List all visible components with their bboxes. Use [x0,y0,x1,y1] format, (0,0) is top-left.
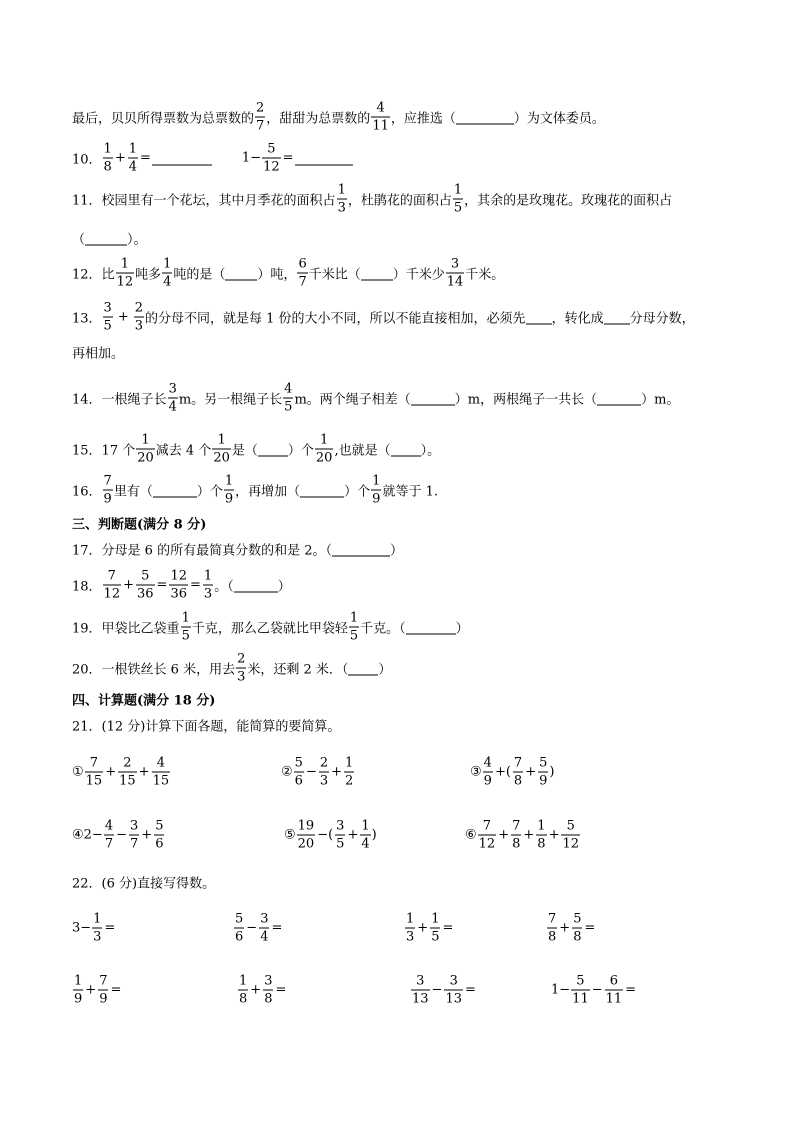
q21-e5-op1: −( [317,827,334,843]
q22-text: (6 分)直接写得数。 [101,876,216,892]
q12-text-e: 千米比（ [308,267,361,283]
q21-expression-6 [465,820,581,851]
q14-number: 14． [72,392,102,408]
q15-text-d: ）个 [287,443,314,459]
q22-calc-5 [72,975,122,1006]
q22-c6-op: + [250,982,262,998]
q18-fraction-1: $\frac{7}{12}$ [103,568,121,602]
q21-e3-op2: + [525,764,537,780]
q19-answer-blank[interactable] [406,620,456,634]
q22-c7-fraction-2: $\frac{3}{13}$ [445,973,462,1007]
q13-text-a: 的分母不同，就是每 1 份的大小不同，所以不能直接相加，必须先 [145,311,526,327]
q14-fraction-1: $\frac{3}{4}$ [168,381,177,415]
q22-c1-fraction-1: $\frac{1}{3}$ [93,911,102,945]
q14-text-d: ）m，两根绳子一共长（ [454,392,598,408]
q10-fraction-1: $\frac{1}{8}$ [103,141,112,175]
q13-answer-blank-1[interactable] [526,310,552,324]
q9-text-a: 最后，贝贝所得票数为总票数的 [72,111,255,127]
q22-c5-fraction-2: $\frac{7}{9}$ [99,973,108,1007]
q10-plus: + [114,150,126,166]
q21-e6-mark: ⑥ [465,827,477,843]
q14-text-a: 一根绳子长 [101,392,167,408]
q21-e5-mark: ⑤ [284,827,296,843]
q21-e4-op2: + [141,827,153,843]
q22-c6-equals: = [275,982,287,998]
q10-answer-blank-2[interactable] [295,151,353,165]
q21-e6-fraction-4: $\frac{5}{12}$ [562,818,580,852]
q22-calc-6 [237,975,287,1006]
q17-text-a: 分母是 6 的所有最简真分数的和是 2。（ [101,543,332,559]
q21-e2-fraction-2: $\frac{2}{3}$ [319,755,329,789]
q13-text-c: 分母分数， [629,311,695,327]
q22-c7-op: − [431,982,443,998]
q22-c7-fraction-1: $\frac{3}{13}$ [412,973,429,1007]
q11-fraction-1: $\frac{1}{3}$ [337,182,346,216]
q20-text-a: 一根铁丝长 6 米，用去 [101,662,236,678]
q22-c5-op: + [85,982,97,998]
q18-plus: + [123,577,134,593]
q21-e1-op2: + [138,764,150,780]
q21-e6-fraction-2: $\frac{7}{8}$ [512,818,521,852]
q17-answer-blank[interactable] [332,542,390,556]
q22-c4-fraction-2: $\frac{5}{8}$ [573,911,582,945]
q21-e6-fraction-1: $\frac{7}{12}$ [478,818,496,852]
q10-equals: = [140,150,151,166]
q14-text-c: m。两个绳子相差（ [294,392,411,408]
q12-text-c: 吨的是（ [173,267,226,283]
q21-e6-fraction-3: $\frac{1}{8}$ [537,818,546,852]
q22-c8-fraction-2: $\frac{6}{11}$ [605,973,623,1007]
q16-fraction-1: $\frac{7}{9}$ [103,473,112,507]
q19-fraction-1: $\frac{1}{5}$ [181,610,190,644]
q21-e3-op1: +( [494,764,511,780]
q21-e6-op1: + [498,827,510,843]
q9-text-b: ，甜甜为总票数的 [266,111,371,127]
q22-calc-7 [410,975,477,1006]
q21-e2-op1: − [305,764,317,780]
q11-open: （ [72,232,86,248]
q13-text-b: ，转化成 [551,311,604,327]
q16-text-d: ）个 [344,484,371,500]
q10-fraction-2: $\frac{1}{4}$ [128,141,138,175]
q14-fraction-2: $\frac{4}{5}$ [284,381,293,415]
q18-fraction-3: $\frac{12}{36}$ [170,568,187,602]
section-4-heading: 四、计算题(满分 18 分) [72,693,216,709]
q21-e1-fraction-1: $\frac{7}{15}$ [85,755,103,789]
q13-fraction-2: $\frac{2}{3}$ [134,300,144,334]
q22-c3-op: + [417,920,429,936]
q16-answer-blank-2[interactable] [300,483,344,497]
q12-fraction-3: $\frac{6}{7}$ [298,256,307,290]
q12-fraction-4: $\frac{3}{14}$ [446,256,464,290]
q19-text-a: 甲袋比乙袋重 [101,621,180,637]
q22-c8-fraction-1: $\frac{5}{11}$ [572,973,589,1007]
q22-c8-equals: = [625,982,637,998]
q12-text-d: ）吨， [257,267,297,283]
q16-number: 16． [72,484,102,500]
q10-expr2-prefix: 1− [241,150,262,166]
q16-text-a: 里有（ [113,484,153,500]
q21-e2-fraction-1: $\frac{5}{6}$ [294,755,303,789]
q15-text-c: 是（ [231,443,258,459]
q21-e3-mark: ③ [470,764,482,780]
q22-c2-fraction-1: $\frac{5}{6}$ [235,911,244,945]
q14-text-e: ）m。 [641,392,680,408]
q22-calc-8 [551,975,637,1006]
q20-text-c: ） [378,662,392,678]
q10-equals-2: = [282,150,294,166]
q9-text-c: ，应推选（ [390,111,456,127]
q21-e1-op1: + [105,764,117,780]
q15-text-g: ）。 [420,443,441,459]
q21-expression-5 [284,820,377,851]
q22-c5-fraction-1: $\frac{1}{9}$ [74,973,83,1007]
q19-text-d: ） [455,621,469,637]
q20-text-b: 米，还剩 2 米．（ [247,662,349,678]
q21-e3-fraction-3: $\frac{5}{9}$ [539,755,548,789]
q14-text-b: m。另一根绳子长 [178,392,283,408]
q15-fraction-2: $\frac{1}{20}$ [213,432,230,466]
q21-e3-fraction-1: $\frac{4}{9}$ [483,755,492,789]
q12-text-g: 千米。 [465,267,505,283]
q21-e5-close: ) [371,827,377,843]
q21-e2-fraction-3: $\frac{1}{2}$ [345,755,354,789]
q21-e6-op3: + [548,827,560,843]
q22-c2-op: − [246,920,258,936]
q21-e4-fraction-1: $\frac{4}{7}$ [104,818,114,852]
q22-calc-3 [404,913,454,944]
q11-close: ）。 [127,232,147,248]
q17-text-b: ） [390,543,404,559]
q22-c3-equals: = [442,920,454,936]
q20-answer-blank[interactable] [348,661,378,675]
q18-text-a: 。（ [214,579,234,595]
q22-c2-equals: = [271,920,283,936]
q21-e6-op2: + [523,827,535,843]
q22-c2-fraction-2: $\frac{3}{4}$ [260,911,269,945]
q20-fraction-1: $\frac{2}{3}$ [237,651,246,685]
q11-text-b: ，杜鹃花的面积占 [347,193,452,209]
q12-text-b: 吨多 [135,267,162,283]
q9-fraction-2: $\frac{4}{11}$ [372,100,389,134]
q12-fraction-1: $\frac{1}{12}$ [116,256,134,290]
q21-e3-close: ) [549,764,555,780]
q22-c7-equals: = [465,982,476,998]
q12-answer-blank-1[interactable] [225,266,257,280]
q21-expression-2 [281,757,355,788]
q22-c6-fraction-1: $\frac{1}{8}$ [239,973,248,1007]
q18-fraction-4: $\frac{1}{3}$ [203,568,213,602]
q22-c8-prefix: 1− [551,982,571,998]
q9-fraction-1: $\frac{2}{7}$ [256,100,265,134]
q17-number: 17． [72,543,102,559]
q19-text-c: 千克。（ [360,621,406,637]
q13-fraction-1: $\frac{3}{5}$ [103,300,112,334]
q11-fraction-2: $\frac{1}{5}$ [453,182,463,216]
q18-equals-2: = [190,577,201,593]
q16-text-b: ）个 [196,484,223,500]
q12-number: 12． [72,267,102,283]
q16-fraction-3: $\frac{1}{9}$ [372,473,381,507]
q22-c3-fraction-2: $\frac{1}{5}$ [431,911,440,945]
q10-number: 10． [72,152,102,168]
q22-c5-equals: = [110,982,122,998]
q18-answer-blank[interactable] [234,578,278,592]
q16-text-e: 就等于 1. [382,484,438,500]
q21-expression-4 [72,820,165,851]
q21-e2-mark: ② [281,764,293,780]
section-3-heading: 三、判断题(满分 8 分) [72,517,207,533]
q21-expression-3 [470,757,554,788]
q10-fraction-3: $\frac{5}{12}$ [263,141,280,175]
q22-c4-equals: = [584,920,596,936]
q21-e4-fraction-2: $\frac{3}{7}$ [130,818,139,852]
q22-calc-4 [546,913,596,944]
q11-text-c: ，其余的是玫瑰花。玫瑰花的面积占 [464,193,673,209]
q12-text-a: 比 [101,267,115,283]
q21-expression-1 [72,757,171,788]
q22-c4-fraction-1: $\frac{7}{8}$ [548,911,557,945]
q19-number: 19． [72,621,102,637]
q22-c8-op: − [591,982,603,998]
q14-answer-blank-1[interactable] [411,391,455,405]
q21-e4-op1: − [116,827,128,843]
q18-text-b: ） [277,579,291,595]
q21-e5-op2: + [347,827,359,843]
q15-answer-blank-1[interactable] [258,442,288,456]
q9-answer-blank[interactable] [456,110,514,124]
q21-text: (12 分)计算下面各题，能简算的要简算。 [101,719,341,735]
q13-plus: + [117,309,129,325]
q22-c6-fraction-2: $\frac{3}{8}$ [264,973,273,1007]
q15-fraction-1: $\frac{1}{20}$ [137,432,154,466]
q15-fraction-3: $\frac{1}{20}$ [315,432,333,466]
q21-e3-fraction-2: $\frac{7}{8}$ [513,755,523,789]
q14-answer-blank-2[interactable] [597,391,641,405]
q22-calc-2 [233,913,283,944]
q11-answer-blank[interactable] [85,231,127,245]
q18-fraction-2: $\frac{5}{36}$ [137,568,154,602]
q22-c1-equals: = [104,920,116,936]
q21-number: 21． [72,719,102,735]
q22-c1-prefix: 3− [72,920,92,936]
q21-e1-mark: ① [72,764,84,780]
q20-number: 20． [72,662,102,678]
q21-e1-fraction-2: $\frac{2}{15}$ [119,755,136,789]
q15-text-a: 17 个 [101,443,136,459]
q9-text-d: ）为文体委员。 [513,111,605,127]
q13-answer-blank-2[interactable] [604,310,630,324]
q18-number: 18． [72,579,102,595]
q22-c4-op: + [559,920,571,936]
q13-number: 13． [72,311,102,327]
q16-text-c: ，再增加（ [235,484,301,500]
q12-fraction-2: $\frac{1}{4}$ [163,256,172,290]
q16-fraction-2: $\frac{1}{9}$ [224,473,234,507]
q21-e2-op2: + [331,764,343,780]
q22-calc-1 [72,913,116,944]
q22-number: 22． [72,876,102,892]
q19-text-b: 千克，那么乙袋就比甲袋轻 [191,621,348,637]
q21-e5-fraction-3: $\frac{1}{4}$ [361,818,370,852]
q21-e4-fraction-3: $\frac{5}{6}$ [155,818,164,852]
q21-e5-fraction-1: $\frac{19}{20}$ [297,818,315,852]
q21-e5-fraction-2: $\frac{3}{5}$ [336,818,345,852]
q11-text-a: 校园里有一个花坛，其中月季花的面积占 [101,193,336,209]
q15-text-e: ,也就是（ [334,443,391,459]
q19-fraction-2: $\frac{1}{5}$ [349,610,359,644]
q15-text-b: 减去 4 个 [155,443,212,459]
q22-c3-fraction-1: $\frac{1}{3}$ [406,911,415,945]
q18-equals-1: = [156,577,168,593]
q12-answer-blank-2[interactable] [361,266,393,280]
q16-answer-blank-1[interactable] [153,483,197,497]
q15-answer-blank-2[interactable] [391,442,421,456]
q21-e4-prefix: 2− [83,827,103,843]
q13-text-d: 再相加。 [72,346,125,362]
q12-text-f: ）千米少 [392,267,445,283]
q21-e4-mark: ④ [72,827,84,843]
q21-e1-fraction-3: $\frac{4}{15}$ [152,755,170,789]
q15-number: 15． [72,443,102,459]
q10-answer-blank-1[interactable] [152,151,212,165]
q11-number: 11． [72,193,102,209]
